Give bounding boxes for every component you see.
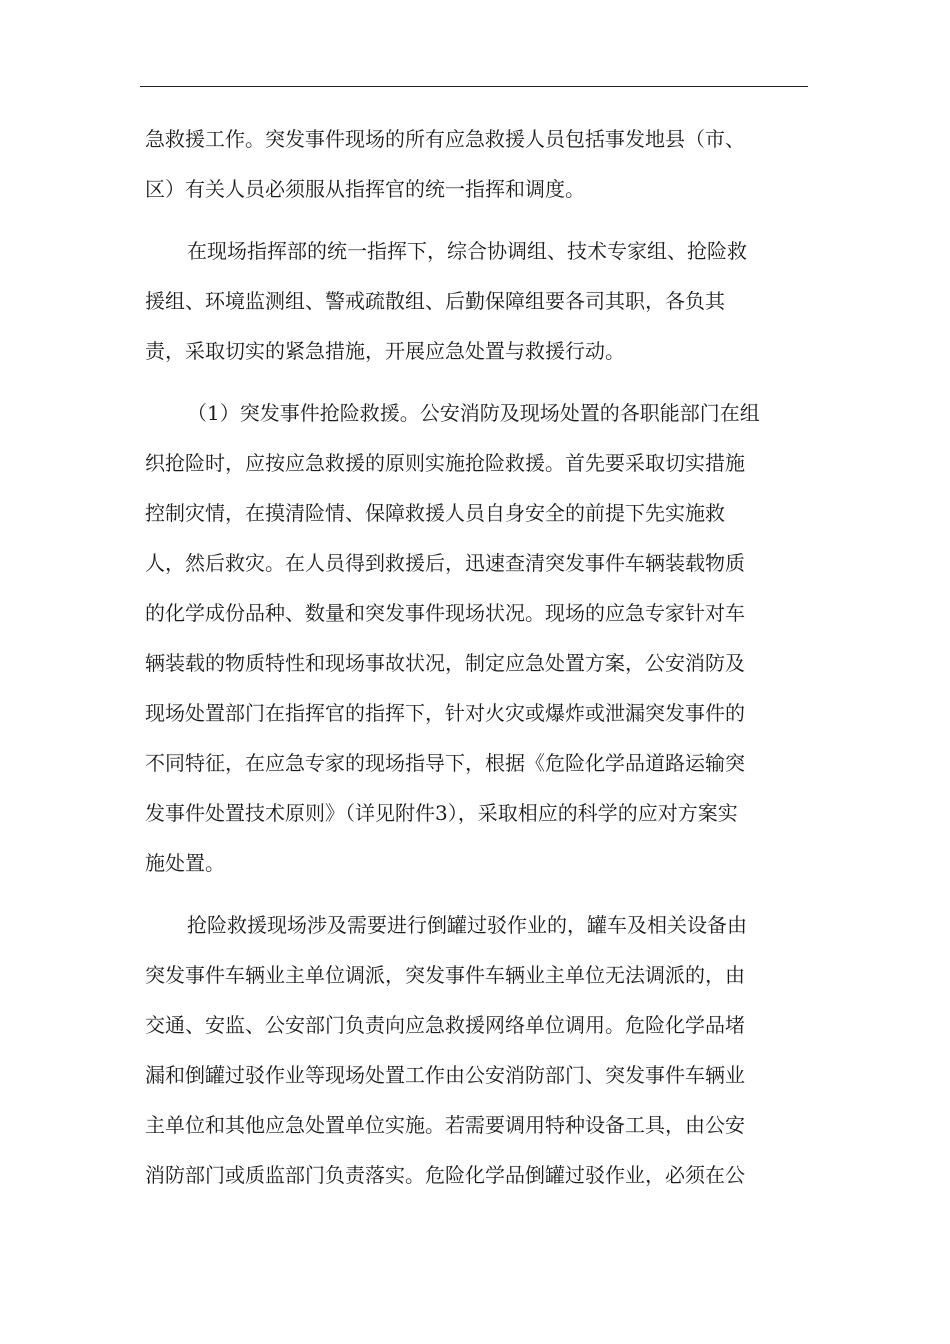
body-text [145,114,810,1200]
paragraph-3 [145,388,810,888]
header-rule [140,86,808,87]
text-line: 不同特征，在应急专家的现场指导下，根据《危险化学品道路运输突 [145,751,745,775]
paragraph-1 [145,114,810,214]
paragraph-2 [145,226,810,376]
text-line: 辆装载的物质特性和现场事故状况，制定应急处置方案，公安消防及 [145,651,745,675]
text-line: 发事件处置技术原则》（详见附件3），采取相应的科学的应对方案实 [145,801,738,825]
text-line: 人，然后救灾。在人员得到救援后，迅速查清突发事件车辆装载物质 [145,551,745,575]
text-line: 的化学成份品种、数量和突发事件现场状况。现场的应急专家针对车 [145,601,745,625]
text-line: 区）有关人员必须服从指挥官的统一指挥和调度。 [145,177,585,201]
text-line: 织抢险时，应按应急救援的原则实施抢险救援。首先要采取切实措施 [145,451,745,475]
paragraph-4 [145,900,810,1200]
text-line: 消防部门或质监部门负责落实。危险化学品倒罐过驳作业，必须在公 [145,1163,745,1187]
text-line: 现场处置部门在指挥官的指挥下，针对火灾或爆炸或泄漏突发事件的 [145,701,745,725]
text-line: 突发事件车辆业主单位调派，突发事件车辆业主单位无法调派的，由 [145,963,745,987]
text-line: 责，采取切实的紧急措施，开展应急处置与救援行动。 [145,339,625,363]
text-line: 抢险救援现场涉及需要进行倒罐过驳作业的，罐车及相关设备由 [187,913,747,937]
text-line: 控制灾情，在摸清险情、保障救援人员自身安全的前提下先实施救 [145,501,725,525]
text-line: 漏和倒罐过驳作业等现场处置工作由公安消防部门、突发事件车辆业 [145,1063,745,1087]
text-line: 主单位和其他应急处置单位实施。若需要调用特种设备工具，由公安 [145,1113,745,1137]
text-line: （1）突发事件抢险救援。公安消防及现场处置的各职能部门在组 [187,401,760,425]
text-line: 施处置。 [145,851,225,875]
text-line: 在现场指挥部的统一指挥下，综合协调组、技术专家组、抢险救 [187,239,747,263]
text-line: 援组、环境监测组、警戒疏散组、后勤保障组要各司其职，各负其 [145,289,725,313]
text-line: 交通、安监、公安部门负责向应急救援网络单位调用。危险化学品堵 [145,1013,745,1037]
text-line: 急救援工作。突发事件现场的所有应急救援人员包括事发地县（市、 [145,127,745,151]
